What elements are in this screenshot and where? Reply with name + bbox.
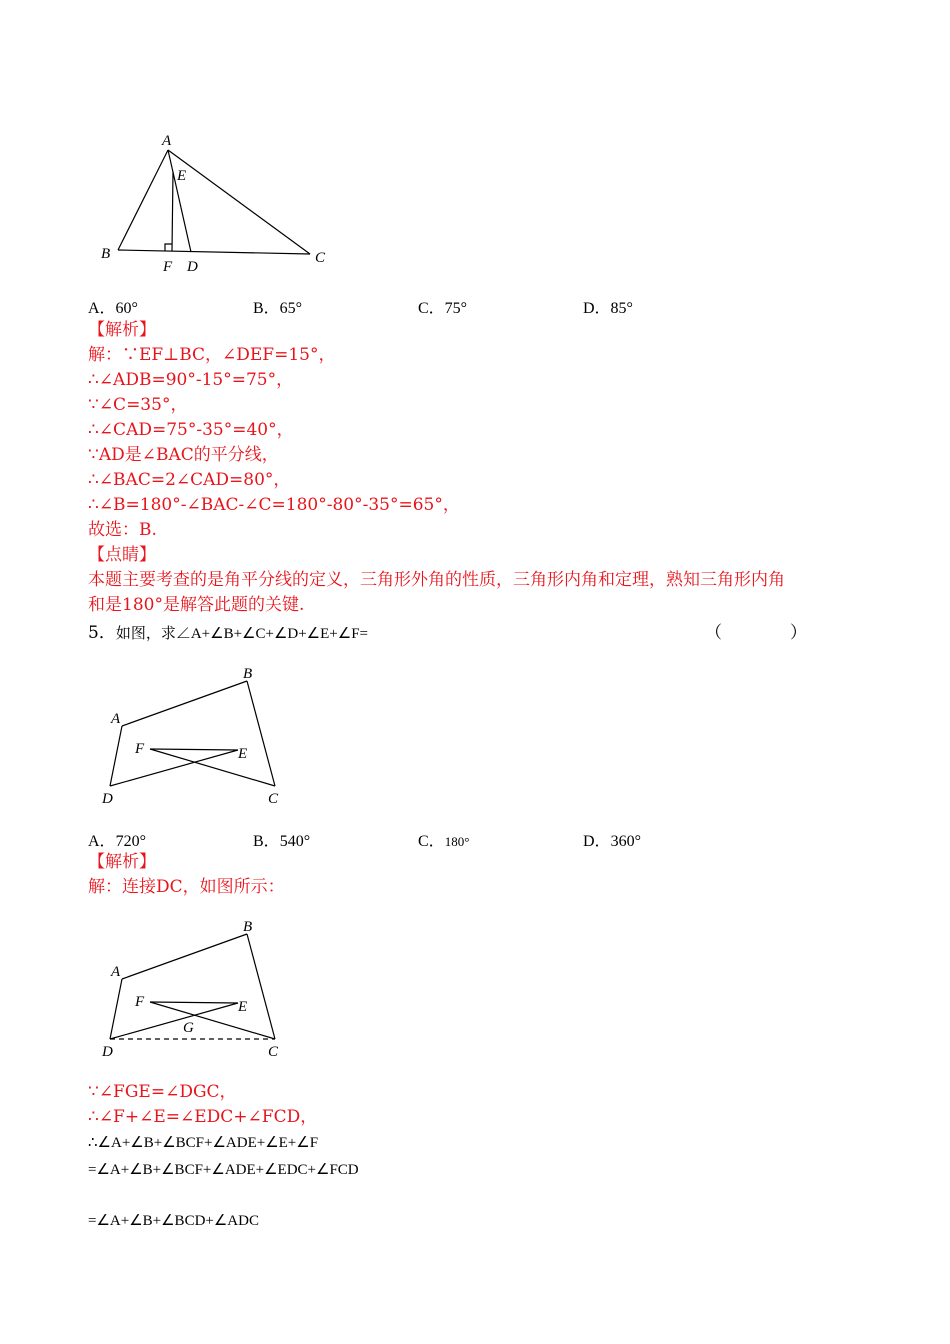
label-b: B [101, 246, 111, 262]
q4-analysis [88, 318, 785, 618]
q4-solution-line-3: ∵∠C=35°， [88, 395, 188, 415]
figure-lines [118, 150, 310, 254]
label-d: D [102, 1044, 113, 1060]
segment-ac [168, 150, 310, 254]
label-a: A [111, 711, 121, 727]
segment-fe [150, 749, 238, 750]
segment-ad [168, 150, 191, 252]
q4-option-d: D．85° [583, 300, 633, 317]
label-f: F [135, 741, 145, 757]
q4-comment-line-2: 和是180°是解答此题的关键. [88, 595, 305, 615]
right-angle-mark [165, 244, 172, 251]
q4-comment-header: 【点睛】 [88, 545, 156, 565]
segment-ab [118, 150, 168, 250]
q5-answer-blank: （ ） [705, 623, 807, 643]
label-g: G [183, 1020, 194, 1036]
segment-ad [110, 726, 122, 786]
q5-option-b: B．540° [253, 833, 311, 850]
q5-analysis [88, 850, 285, 900]
q5-step-1: ∵∠FGE=∠DGC， [88, 1082, 237, 1102]
q4-solution-line-1: 解：∵EF⊥BC，∠DEF=15°， [88, 345, 336, 365]
label-b: B [243, 919, 253, 935]
segment-fc [150, 1002, 275, 1039]
segment-df [110, 750, 238, 786]
segment-bc [118, 250, 310, 254]
q4-solution-line-8: 故选：B. [88, 520, 157, 540]
label-a: A [162, 133, 172, 149]
q4-option-b: B．65° [253, 300, 303, 317]
label-f: F [163, 259, 173, 273]
label-b: B [243, 666, 253, 682]
q4-solution-line-5: ∵AD是∠BAC的平分线， [88, 445, 279, 465]
segment-fc [150, 749, 275, 786]
q5-equation-3: =∠A+∠B+∠BCD+∠ADC [88, 1213, 259, 1229]
q4-comment-line-1: 本题主要考查的是角平分线的定义，三角形外角的性质，三角形内角和定理，熟知三角形内角 [88, 570, 785, 590]
segment-ad [110, 979, 122, 1039]
segment-bc [247, 681, 275, 786]
q5-step-2: ∴∠F+∠E=∠EDC+∠FCD， [88, 1107, 318, 1127]
segment-bc [247, 934, 275, 1039]
segment-ab [122, 681, 247, 726]
q5-stem [88, 621, 368, 647]
q4-option-c: C．75° [418, 300, 468, 317]
figure-quadrilateral-with-dc [95, 913, 295, 1063]
figure-quadrilateral [95, 660, 295, 810]
label-f: F [135, 994, 145, 1010]
label-d: D [187, 259, 198, 273]
label-e: E [238, 999, 248, 1015]
q5-option-a: A．720° [88, 833, 146, 850]
q4-solution-line-7: ∴∠B=180°-∠BAC-∠C=180°-80°-35°=65°， [88, 495, 460, 515]
q4-solution-line-6: ∴∠BAC=2∠CAD=80°， [88, 470, 291, 490]
figure-triangle-abc [95, 128, 335, 273]
q5-stem-text: 如图，求∠A+∠B+∠C+∠D+∠E+∠F= [115, 626, 369, 642]
q4-solution-line-2: ∴∠ADB=90°-15°=75°， [88, 370, 294, 390]
label-a: A [111, 964, 121, 980]
segment-ab [122, 934, 247, 979]
label-c: C [315, 250, 326, 266]
q5-equation-2: =∠A+∠B+∠BCF+∠ADE+∠EDC+∠FCD [88, 1162, 359, 1178]
label-e: E [238, 746, 248, 762]
label-c: C [268, 1044, 279, 1060]
label-e: E [177, 168, 187, 184]
q5-equation-1: ∴∠A+∠B+∠BCF+∠ADE+∠E+∠F [88, 1135, 319, 1151]
label-c: C [268, 791, 279, 807]
q5-analysis-header: 【解析】 [88, 852, 156, 872]
segment-ef [172, 172, 173, 251]
label-d: D [102, 791, 113, 807]
q5-red-steps [88, 1080, 317, 1130]
q4-option-a: A．60° [88, 300, 138, 317]
q5-option-c: C．180° [418, 833, 470, 850]
q5-number: 5． [88, 623, 116, 643]
q5-solution-intro: 解：连接DC，如图所示： [88, 877, 285, 897]
segment-de [110, 1003, 238, 1039]
q4-analysis-header: 【解析】 [88, 320, 156, 340]
q5-option-d: D．360° [583, 833, 641, 850]
q4-solution-line-4: ∴∠CAD=75°-35°=40°， [88, 420, 294, 440]
segment-fe [150, 1002, 238, 1003]
